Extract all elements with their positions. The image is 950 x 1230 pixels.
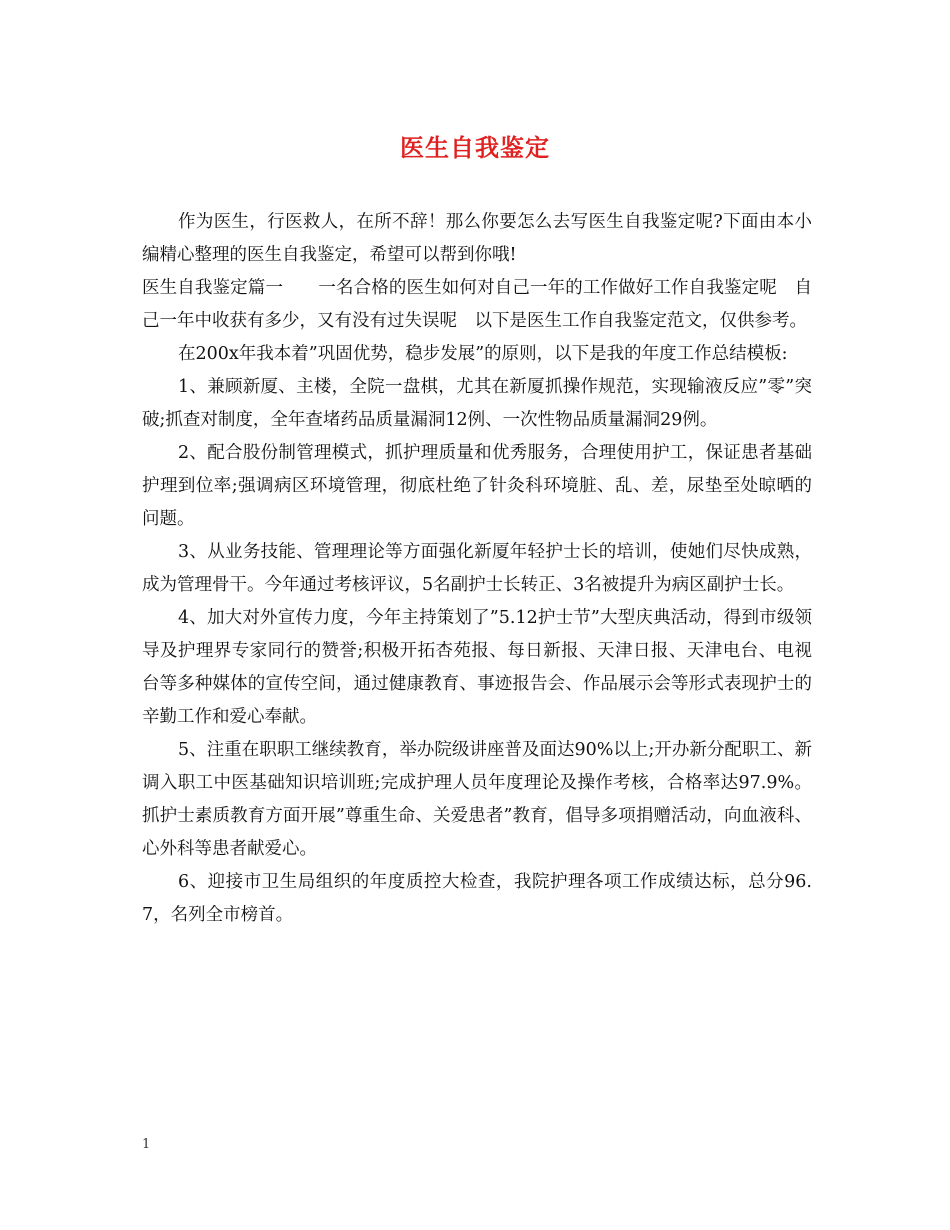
paragraph-item-4: 4、加大对外宣传力度，今年主持策划了”5.12护士节”大型庆典活动，得到市级领导及护理界专家同行的赞誉;积极开拓杏苑报、每日新报、天津日报、天津电台、电视台等多种媒体的宣传空间，通过健康教育、事迹报告会、作品展示会等形式表现护士的辛勤工作和爱心奉献。 [142,608,812,727]
page-number: 1 [142,1137,151,1152]
paragraph-item-5: 5、注重在职职工继续教育，举办院级讲座普及面达90%以上;开办新分配职工、新调入职工中医基础知识培训班;完成护理人员年度理论及操作考核，合格率达97.9%。抓护士素质教育方面开展”尊重生命、关爱患者”教育，倡导多项捐赠活动，向血液科、心外科等患者献爱心。 [142,740,812,859]
paragraph-item-2: 2、配合股份制管理模式，抓护理质量和优秀服务，合理使用护工，保证患者基础护理到位率;强调病区环境管理，彻底杜绝了针灸科环境脏、乱、差，尿垫至处晾晒的问题。 [142,443,812,529]
paragraph-section-heading: 医生自我鉴定篇一 一名合格的医生如何对自己一年的工作做好工作自我鉴定呢 自己一年中收获有多少，又有没有过失误呢 以下是医生工作自我鉴定范文，仅供参考。 [142,278,812,331]
paragraph-intro: 作为医生，行医救人，在所不辞！那么你要怎么去写医生自我鉴定呢?下面由本小编精心整理的医生自我鉴定，希望可以帮到你哦! [142,212,812,265]
paragraph-item-1: 1、兼顾新厦、主楼，全院一盘棋，尤其在新厦抓操作规范，实现输液反应”零”突破;抓查对制度，全年查堵药品质量漏洞12例、一次性物品质量漏洞29例。 [142,377,812,430]
paragraph-item-6: 6、迎接市卫生局组织的年度质控大检查，我院护理各项工作成绩达标，总分96.7，名列全市榜首。 [142,872,812,925]
paragraph-item-3: 3、从业务技能、管理理论等方面强化新厦年轻护士长的培训，使她们尽快成熟，成为管理骨干。今年通过考核评议，5名副护士长转正、3名被提升为病区副护士长。 [142,542,812,595]
document-body [142,206,812,932]
document-title: 医生自我鉴定 [400,133,550,162]
paragraph-principle: 在200x年我本着”巩固优势，稳步发展”的原则，以下是我的年度工作总结模板: [178,344,788,364]
